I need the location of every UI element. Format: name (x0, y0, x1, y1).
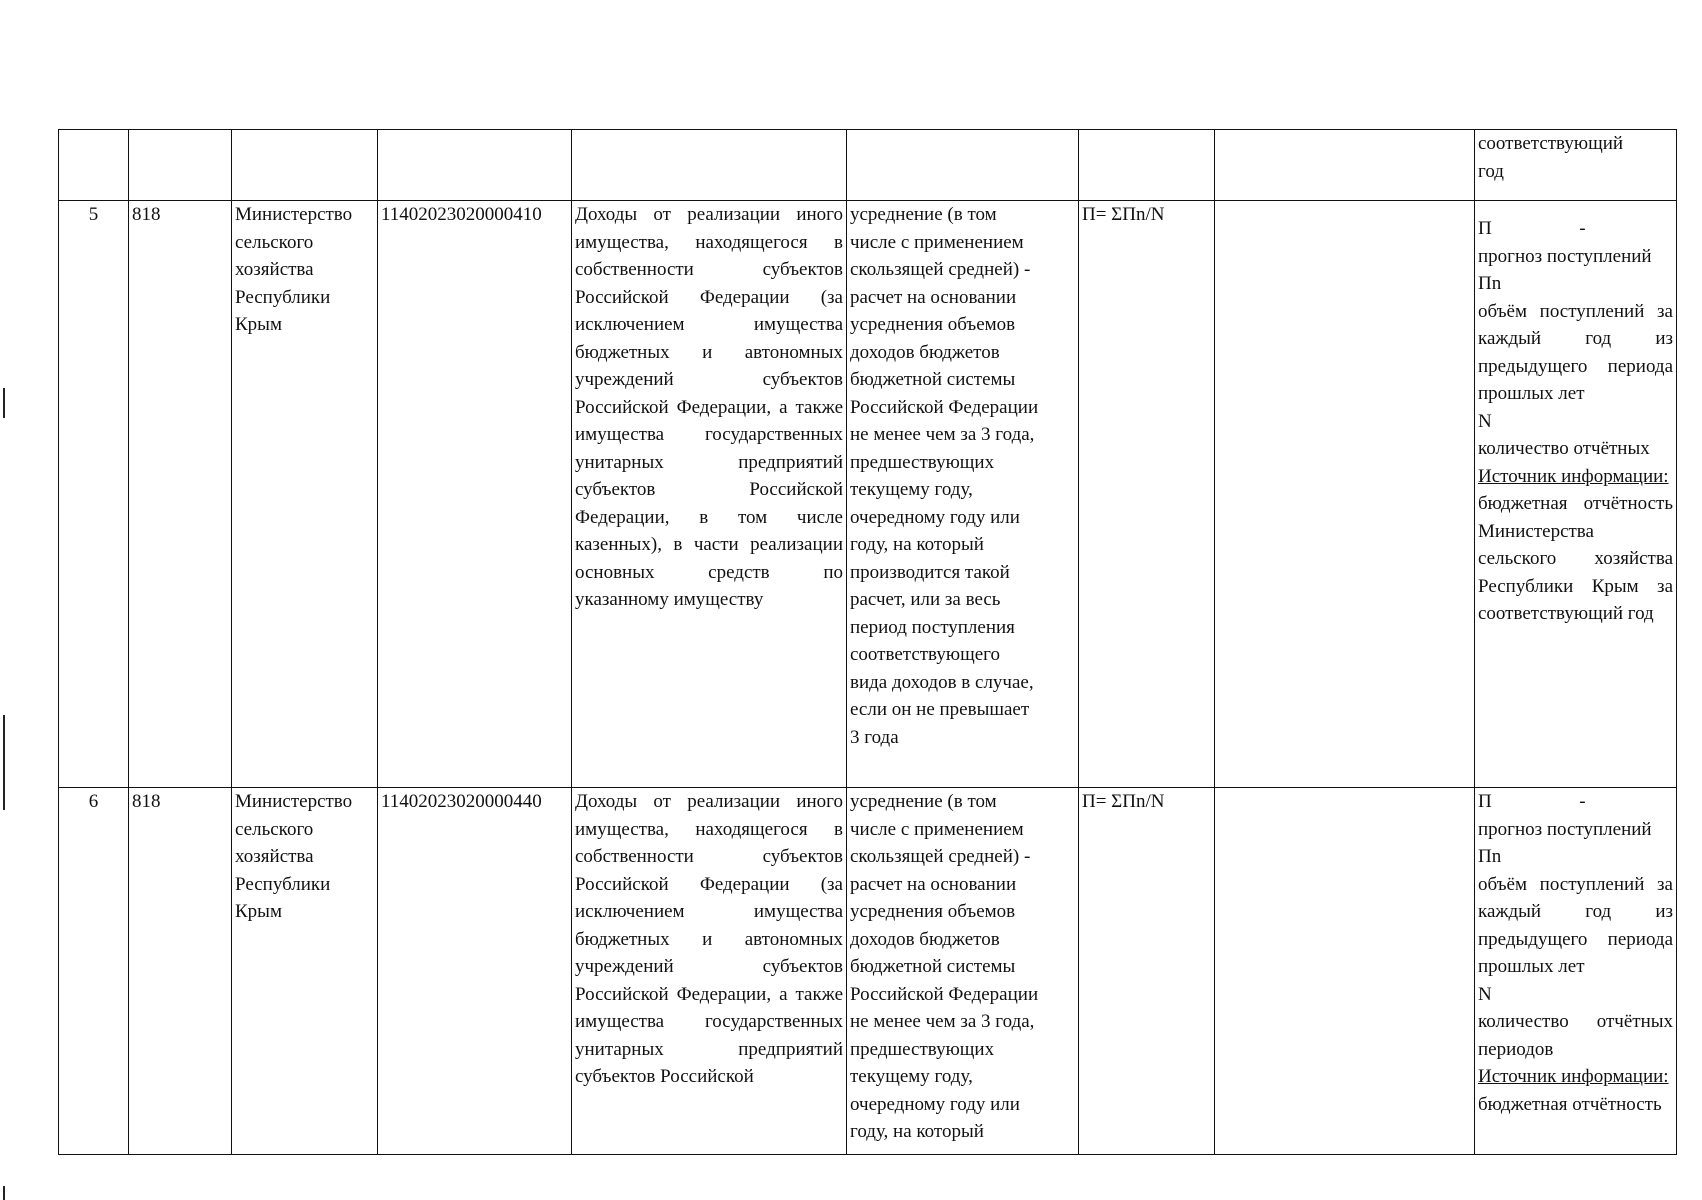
source-text: бюджетная отчётность Министерства сельского хозяйства Республики Крым за соответствующий год (1478, 493, 1673, 624)
revenue-forecast-table (58, 129, 1677, 1155)
source-text: бюджетная отчётность (1478, 1093, 1662, 1115)
formula-description: П - прогноз поступлений Пn объём поступлений за каждый год из предыдущего периода прошлых лет N количество отчётных периодов Источник информации: бюджетная отчётность (1475, 788, 1677, 1155)
cell-formula (1079, 130, 1215, 201)
cell-kbk (378, 130, 572, 201)
revenue-name: Доходы от реализации иного имущества, находящегося в собственности субъектов Российской Федерации (за исключением имущества бюджетных и автономных учреждений субъектов Российской Федерации, а также имущества государственных унитарных предприятий субъектов Российской Федерации, в том числе казенных), в части реализации основных средств по указанному имуществу (572, 201, 847, 788)
formula: П= ΣПn/N (1079, 201, 1215, 788)
cell-name (572, 130, 847, 201)
cell-empty (1215, 130, 1475, 201)
text-line: соответствующий (1478, 133, 1624, 154)
row-number: 5 (59, 201, 129, 788)
kbk-code: 11402023020000440 (378, 788, 572, 1155)
cell-code (129, 130, 232, 201)
admin-code: 818 (129, 201, 232, 788)
table-row-continuation (59, 130, 1677, 201)
cell-num (59, 130, 129, 201)
formula: П= ΣПn/N (1079, 788, 1215, 1155)
calculation-method: усреднение (в том числе с применением скользящей средней) - расчет на основании усреднения объемов доходов бюджетов бюджетной системы Российской Федерации не менее чем за 3 года, предшествующих текущему году, очередному году или году, на который (847, 788, 1079, 1155)
row-number: 6 (59, 788, 129, 1155)
cell-admin (232, 130, 378, 201)
cell-method (847, 130, 1079, 201)
cell-empty (1215, 201, 1475, 788)
text-line: год (1478, 160, 1504, 182)
administrator-name: Министерство сельского хозяйства Республики Крым (232, 788, 378, 1155)
table-row (59, 788, 1677, 1155)
scan-margin-mark (3, 1186, 5, 1200)
revenue-name: Доходы от реализации иного имущества, находящегося в собственности субъектов Российской Федерации (за исключением имущества бюджетных и автономных учреждений субъектов Российской Федерации, а также имущества государственных унитарных предприятий субъектов Российской (572, 788, 847, 1155)
source-label: Источник информации: (1478, 465, 1669, 487)
administrator-name: Министерство сельского хозяйства Республики Крым (232, 201, 378, 788)
table-row (59, 201, 1677, 788)
cell-description (1475, 130, 1677, 201)
kbk-code: 11402023020000410 (378, 201, 572, 788)
admin-code: 818 (129, 788, 232, 1155)
scan-margin-mark (3, 388, 5, 418)
source-label: Источник информации: (1478, 1066, 1669, 1087)
cell-empty (1215, 788, 1475, 1155)
calculation-method: усреднение (в том числе с применением скользящей средней) - расчет на основании усреднения объемов доходов бюджетов бюджетной системы Российской Федерации не менее чем за 3 года, предшествующих текущему году, очередному году или году, на который производится такой расчет, или за весь период поступления соответствующего вида доходов в случае, если он не превышает 3 года (847, 201, 1079, 788)
formula-description: П - прогноз поступлений Пn объём поступлений за каждый год из предыдущего периода прошлых лет N количество отчётных Источник информации: бюджетная отчётность Министерства сельского хозяйства Республики Крым за соответствующий год (1475, 201, 1677, 788)
scan-margin-mark (3, 715, 5, 810)
